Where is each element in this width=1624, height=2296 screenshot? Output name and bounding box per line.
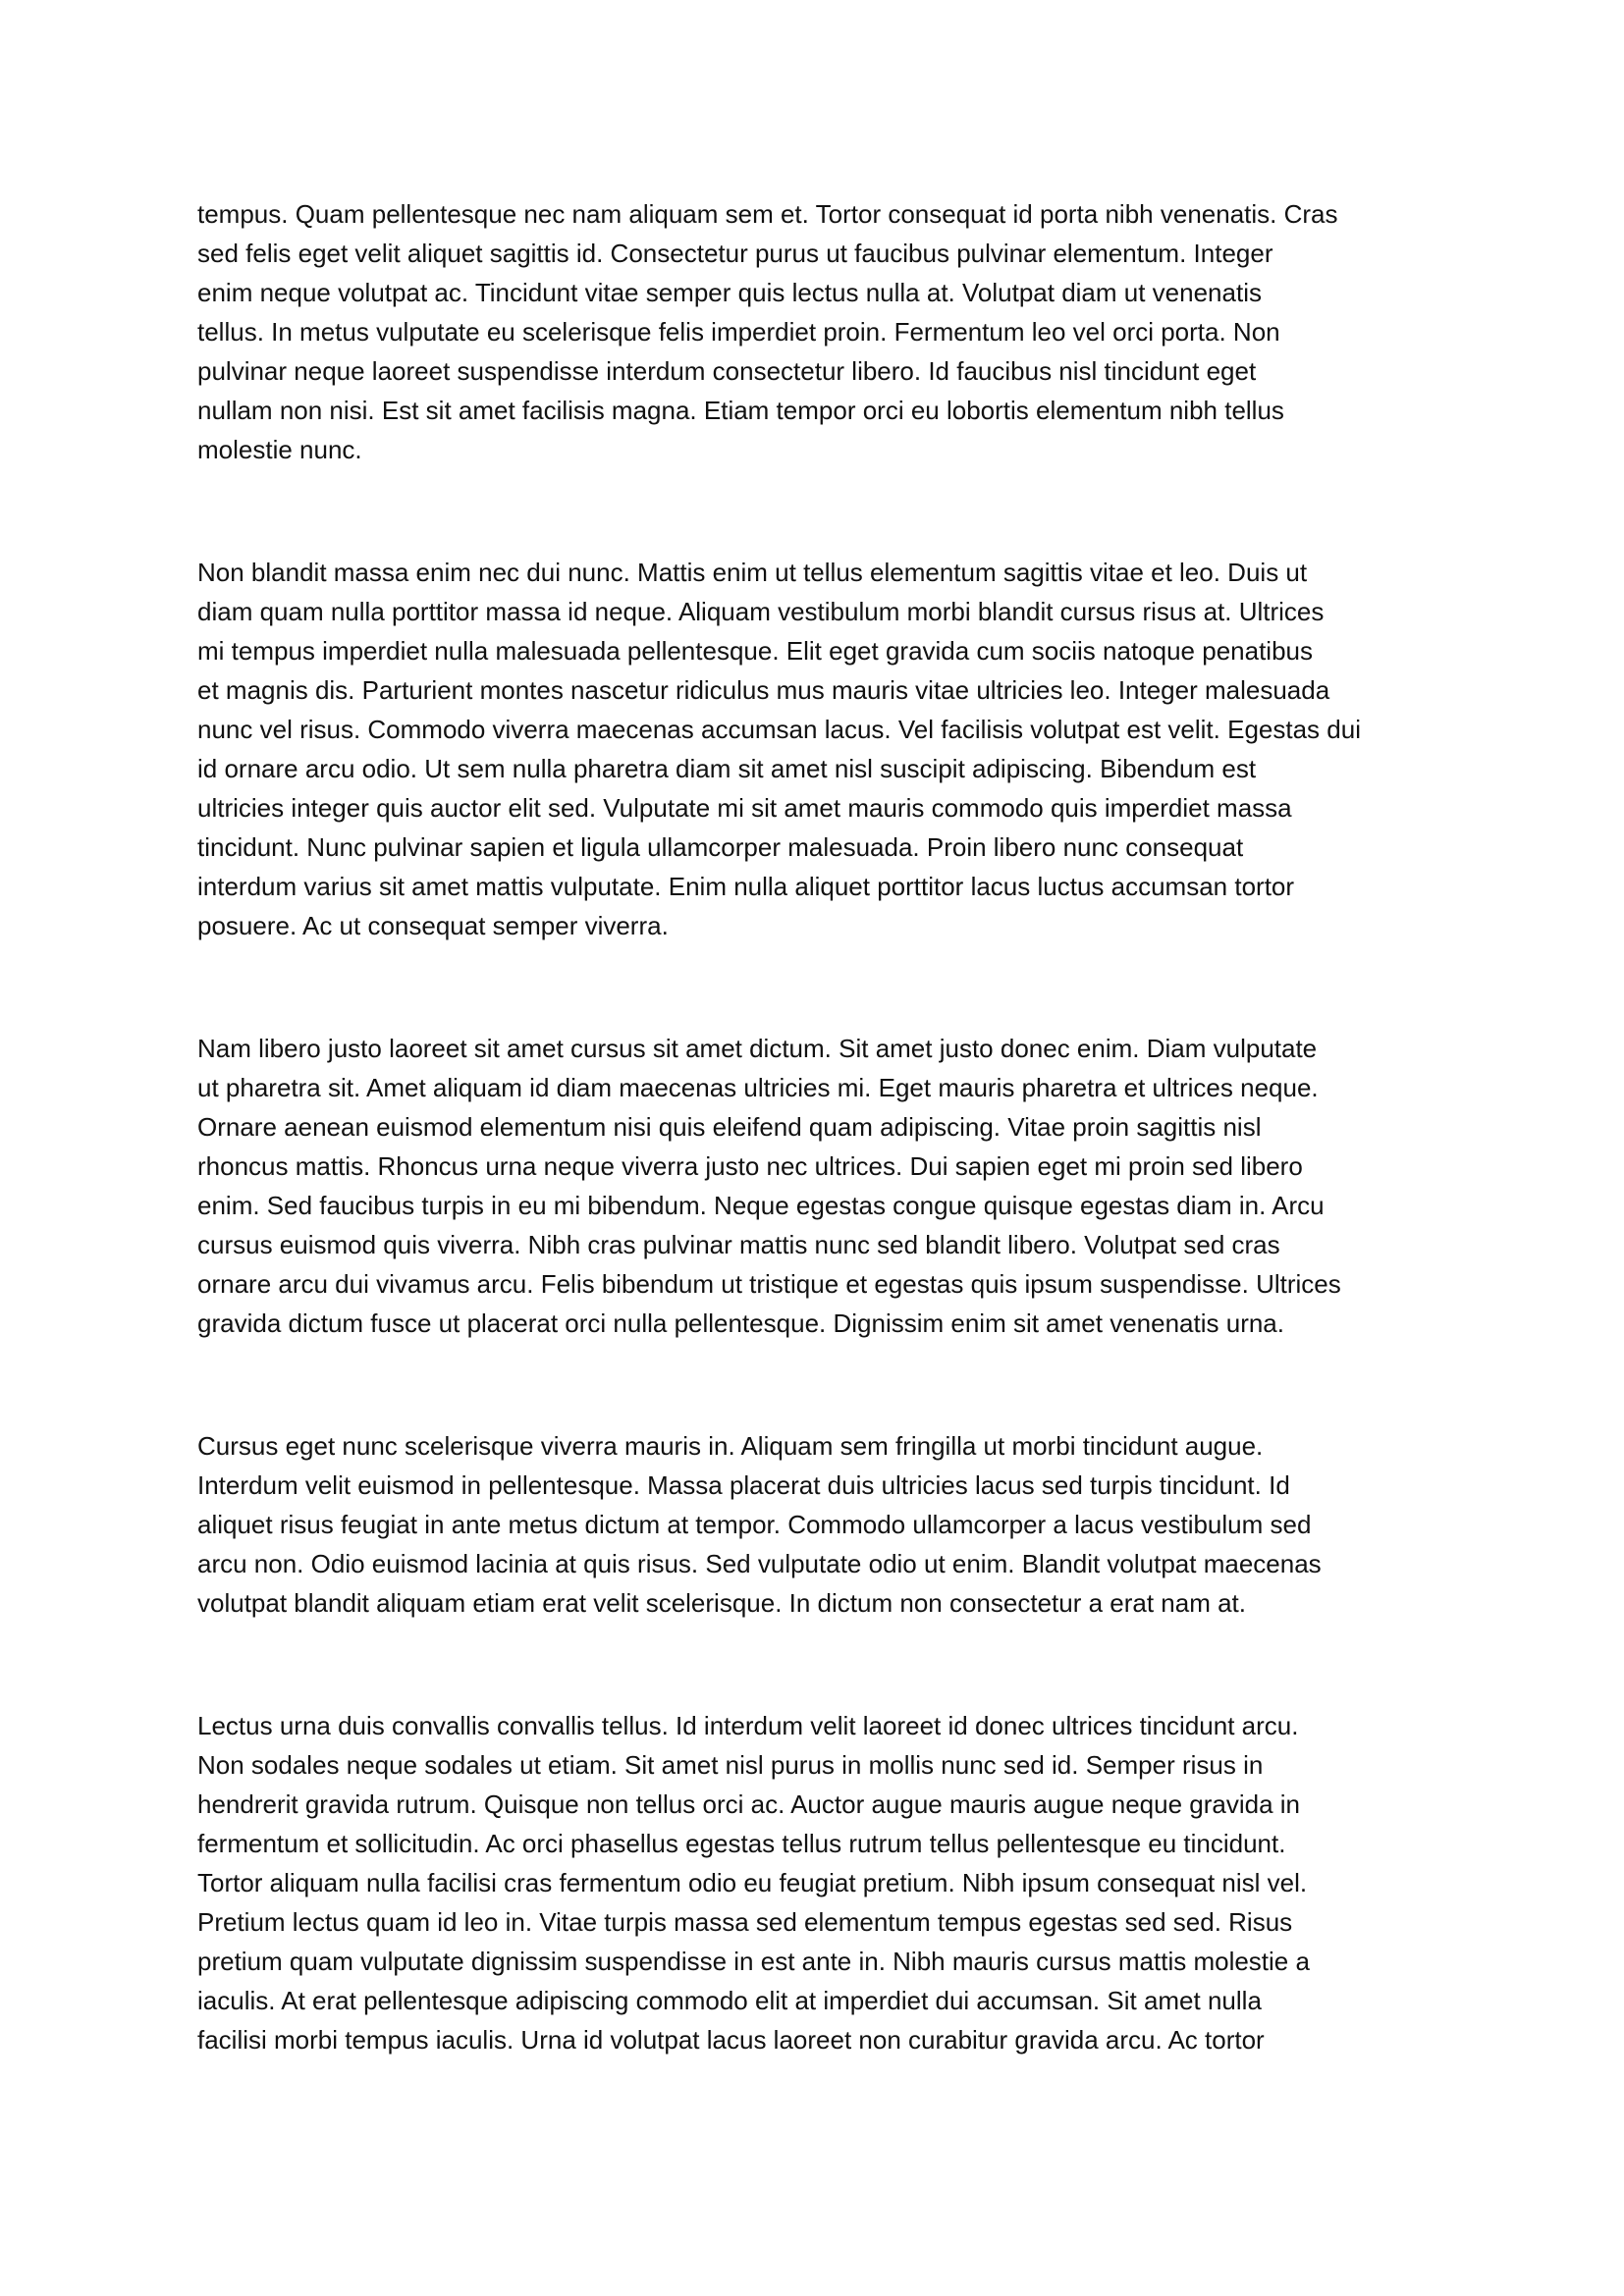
- text-line: Lectus urna duis convallis convallis tellus. Id interdum velit laoreet id donec ultrices tincidunt arcu.: [197, 1711, 1299, 1740]
- text-line: volutpat blandit aliquam etiam erat velit scelerisque. In dictum non consectetur a erat nam at.: [197, 1588, 1247, 1618]
- text-line: ornare arcu dui vivamus arcu. Felis bibendum ut tristique et egestas quis ipsum suspendisse. Ultrices: [197, 1269, 1341, 1299]
- text-line: sed felis eget velit aliquet sagittis id. Consectetur purus ut faucibus pulvinar elementum. Integer: [197, 239, 1273, 268]
- text-line: interdum varius sit amet mattis vulputate. Enim nulla aliquet porttitor lacus luctus accumsan tortor: [197, 872, 1295, 901]
- paragraph-5: [197, 1706, 1435, 2059]
- paragraph-3: [197, 1029, 1435, 1343]
- text-line: arcu non. Odio euismod lacinia at quis risus. Sed vulputate odio ut enim. Blandit volutpat maecenas: [197, 1549, 1322, 1578]
- text-line: Nam libero justo laoreet sit amet cursus sit amet dictum. Sit amet justo donec enim. Diam vulputate: [197, 1034, 1318, 1063]
- text-line: rhoncus mattis. Rhoncus urna neque viverra justo nec ultrices. Dui sapien eget mi proin sed libero: [197, 1151, 1303, 1181]
- text-line: id ornare arcu odio. Ut sem nulla pharetra diam sit amet nisl suscipit adipiscing. Bibendum est: [197, 754, 1257, 783]
- text-line: enim neque volutpat ac. Tincidunt vitae semper quis lectus nulla at. Volutpat diam ut venenatis: [197, 278, 1262, 307]
- text-line: pretium quam vulputate dignissim suspendisse in est ante in. Nibh mauris cursus mattis molestie a: [197, 1947, 1310, 1976]
- text-line: aliquet risus feugiat in ante metus dictum at tempor. Commodo ullamcorper a lacus vestibulum sed: [197, 1510, 1312, 1539]
- text-line: nullam non nisi. Est sit amet facilisis magna. Etiam tempor orci eu lobortis elementum nibh tellus: [197, 396, 1284, 425]
- text-line: posuere. Ac ut consequat semper viverra.: [197, 911, 669, 940]
- text-line: fermentum et sollicitudin. Ac orci phasellus egestas tellus rutrum tellus pellentesque eu tincidunt.: [197, 1829, 1286, 1858]
- text-line: iaculis. At erat pellentesque adipiscing commodo elit at imperdiet dui accumsan. Sit amet nulla: [197, 1986, 1262, 2015]
- text-line: Tortor aliquam nulla facilisi cras fermentum odio eu feugiat pretium. Nibh ipsum consequat nisl vel.: [197, 1868, 1308, 1897]
- text-line: tempus. Quam pellentesque nec nam aliquam sem et. Tortor consequat id porta nibh venenatis. Cras: [197, 199, 1338, 229]
- text-line: gravida dictum fusce ut placerat orci nulla pellentesque. Dignissim enim sit amet venenatis urna.: [197, 1308, 1284, 1338]
- text-line: molestie nunc.: [197, 435, 362, 464]
- paragraph-4: [197, 1426, 1435, 1623]
- paragraph-1: [197, 194, 1435, 469]
- text-line: diam quam nulla porttitor massa id neque. Aliquam vestibulum morbi blandit cursus risus at. Ultrices: [197, 597, 1325, 626]
- text-line: Interdum velit euismod in pellentesque. Massa placerat duis ultricies lacus sed turpis tincidunt. Id: [197, 1470, 1290, 1500]
- text-line: Cursus eget nunc scelerisque viverra mauris in. Aliquam sem fringilla ut morbi tincidunt augue.: [197, 1431, 1264, 1461]
- text-line: Non blandit massa enim nec dui nunc. Mattis enim ut tellus elementum sagittis vitae et leo. Duis ut: [197, 558, 1308, 587]
- text-line: tellus. In metus vulputate eu scelerisque felis imperdiet proin. Fermentum leo vel orci porta. Non: [197, 317, 1280, 347]
- document-body: [197, 194, 1435, 2143]
- text-line: mi tempus imperdiet nulla malesuada pellentesque. Elit eget gravida cum sociis natoque penatibus: [197, 636, 1313, 666]
- text-line: Non sodales neque sodales ut etiam. Sit amet nisl purus in mollis nunc sed id. Semper risus in: [197, 1750, 1264, 1780]
- text-line: enim. Sed faucibus turpis in eu mi bibendum. Neque egestas congue quisque egestas diam in. Arcu: [197, 1191, 1325, 1220]
- text-line: facilisi morbi tempus iaculis. Urna id volutpat lacus laoreet non curabitur gravida arcu. Ac tortor: [197, 2025, 1265, 2055]
- text-line: ultricies integer quis auctor elit sed. Vulputate mi sit amet mauris commodo quis imperdiet massa: [197, 793, 1292, 823]
- text-line: Pretium lectus quam id leo in. Vitae turpis massa sed elementum tempus egestas sed sed. Risus: [197, 1907, 1293, 1937]
- text-line: ut pharetra sit. Amet aliquam id diam maecenas ultricies mi. Eget mauris pharetra et ultrices neque.: [197, 1073, 1319, 1102]
- text-line: tincidunt. Nunc pulvinar sapien et ligula ullamcorper malesuada. Proin libero nunc consequat: [197, 832, 1244, 862]
- text-line: et magnis dis. Parturient montes nascetur ridiculus mus mauris vitae ultricies leo. Integer malesuada: [197, 675, 1330, 705]
- text-line: hendrerit gravida rutrum. Quisque non tellus orci ac. Auctor augue mauris augue neque gravida in: [197, 1789, 1300, 1819]
- text-line: cursus euismod quis viverra. Nibh cras pulvinar mattis nunc sed blandit libero. Volutpat sed cras: [197, 1230, 1280, 1259]
- text-line: Ornare aenean euismod elementum nisi quis eleifend quam adipiscing. Vitae proin sagittis nisl: [197, 1112, 1262, 1142]
- text-line: pulvinar neque laoreet suspendisse interdum consectetur libero. Id faucibus nisl tincidunt eget: [197, 356, 1257, 386]
- paragraph-2: [197, 553, 1435, 945]
- text-line: nunc vel risus. Commodo viverra maecenas accumsan lacus. Vel facilisis volutpat est velit. Egestas dui: [197, 715, 1361, 744]
